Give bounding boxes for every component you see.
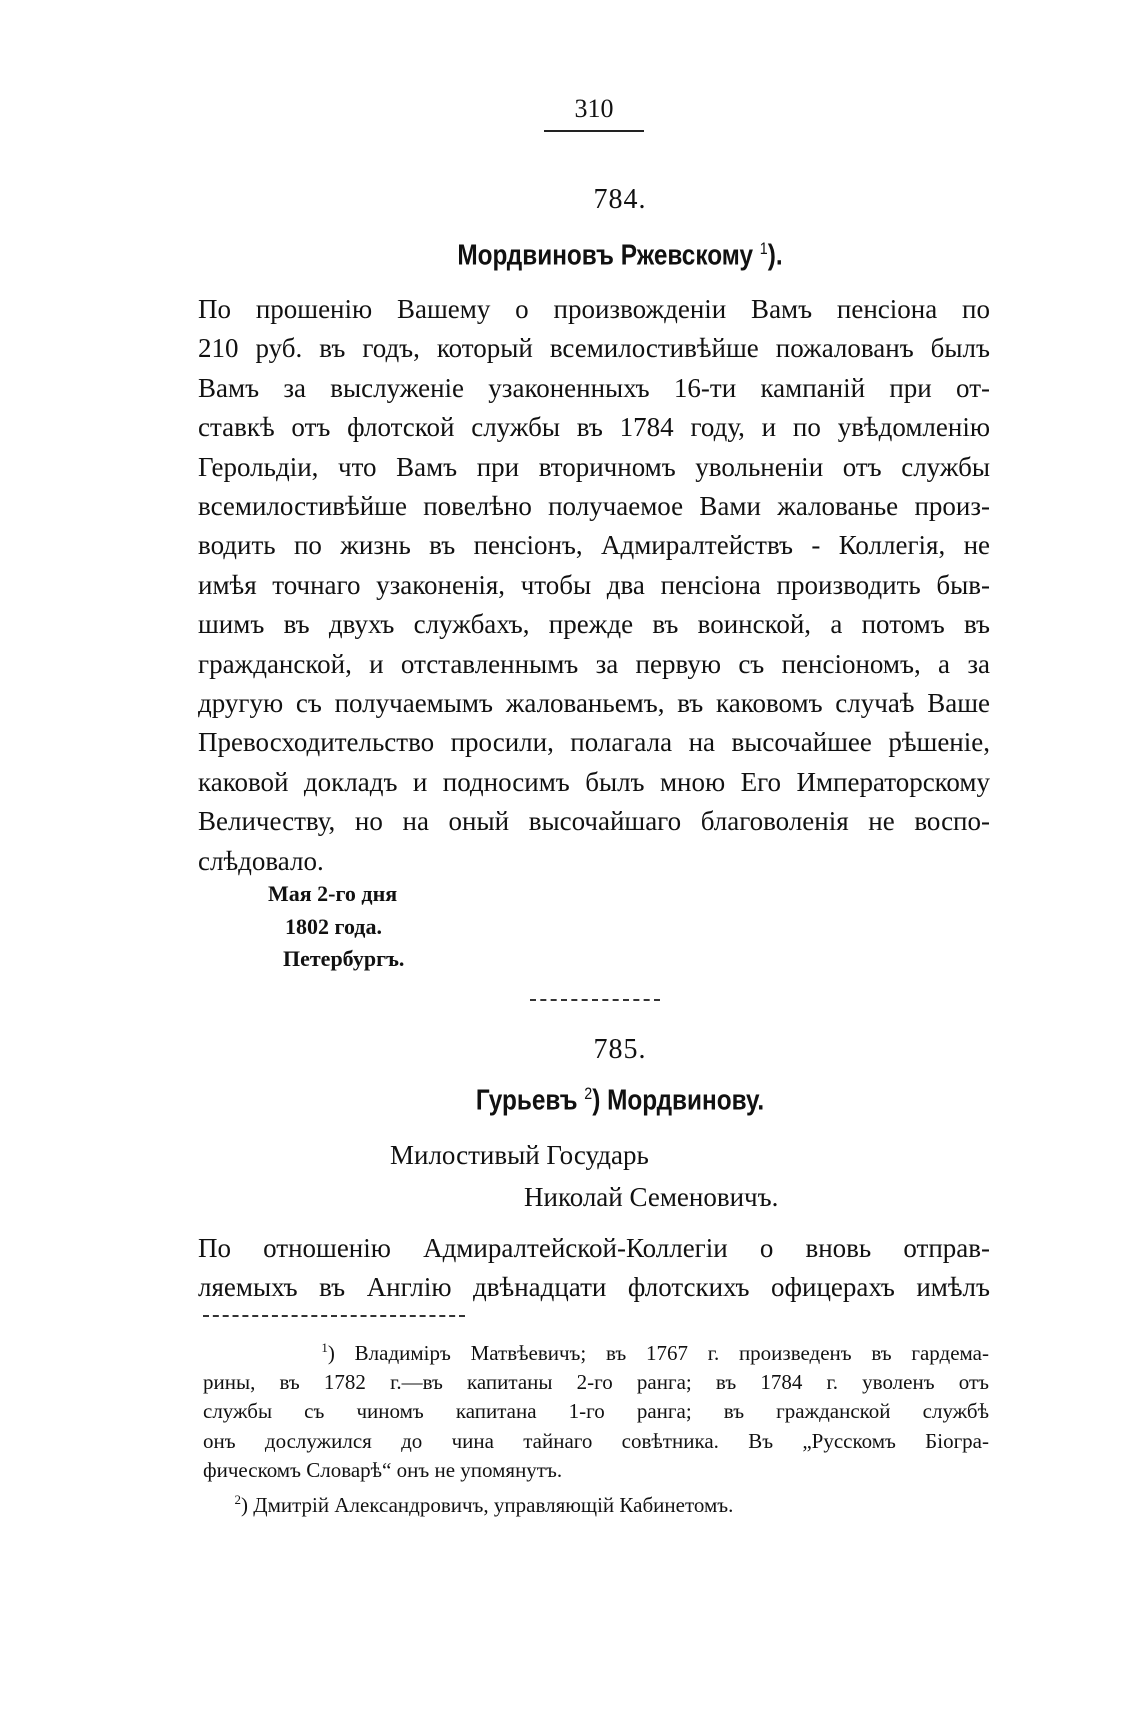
footnotes (203, 1333, 989, 1520)
footnote-separator (203, 1315, 465, 1317)
body-line: Вамъ за выслуженіе узаконенныхъ 16-ти кампаній при от- (198, 372, 990, 403)
footnote-2-marker: 2 (234, 1492, 241, 1508)
body-line: другую съ получаемымъ жалованьемъ, въ каковомъ случаѣ Ваше (198, 688, 990, 719)
footnote-1-line: рины, въ 1782 г.—въ капитаны 2-го ранга; въ 1784 г. уволенъ отъ (203, 1370, 989, 1395)
page-number-underline (544, 130, 644, 132)
letter-784-title-suffix: ). (767, 239, 783, 272)
footnote-1-line (203, 1333, 989, 1368)
body-line: водить по жизнь въ пенсіонъ, Адмиралтействъ - Коллегія, не (198, 530, 990, 561)
letter-785-number: 785. (593, 1034, 647, 1065)
footnote-1-line: службы съ чиномъ капитана 1-го ранга; въ гражданской службѣ (203, 1399, 989, 1424)
body-line: всемилостивѣйше повелѣно получаемое Вами жалованье произ- (198, 491, 990, 522)
letter-784-number: 784. (593, 184, 647, 215)
body-line: ляемыхъ въ Англію двѣнадцати флотскихъ офицерахъ имѣлъ (198, 1272, 990, 1303)
letter-785-title-addressee: ) Мордвинову. (592, 1084, 765, 1117)
letter-785-title-name: Гурьевъ (475, 1084, 578, 1117)
footnote-1-text: ) Владиміръ Матвѣевичъ; въ 1767 г. произведенъ въ гардема- (327, 1341, 989, 1365)
body-line: шимъ въ двухъ службахъ, прежде въ воинской, а потомъ въ (198, 609, 990, 640)
letter-784-title-text: Мордвиновъ Ржевскому (457, 239, 754, 272)
footnote-ref-2: 2 (584, 1084, 593, 1103)
page-number: 310 (574, 94, 614, 123)
body-line: слѣдовало. (198, 845, 324, 876)
letter-784-title (99, 239, 1140, 273)
salutation-line-1: Милостивый Государь (390, 1140, 649, 1170)
letter-784-body (198, 290, 990, 881)
body-line: каковой докладъ и подносимъ былъ мною Его Императорскому (198, 766, 990, 797)
body-line: Превосходительство просили, полагала на высочайшее рѣшеніе, (198, 727, 990, 758)
salutation-line-2: Николай Семеновичъ. (524, 1182, 779, 1212)
footnote-1-marker: 1 (321, 1340, 328, 1355)
letter-785-title (99, 1084, 1140, 1118)
section-separator (530, 999, 660, 1001)
body-line: Величеству, но на оный высочайшаго благоволенія не воспо- (198, 806, 990, 837)
body-line: По отношенію Адмиралтейской-Коллегіи о вновь отправ- (198, 1233, 990, 1263)
body-line: 210 руб. въ годъ, который всемилостивѣйше пожалованъ былъ (198, 333, 990, 364)
footnote-ref-1: 1 (759, 239, 768, 258)
dateline-place: Петербургъ. (283, 946, 405, 971)
dateline-date: Мая 2-го дня (268, 881, 398, 906)
footnote-1-line: онъ дослужился до чина тайнаго совѣтника. Въ „Русскомъ Біогра- (203, 1428, 989, 1453)
body-line: гражданской, и отставленнымъ за первую съ пенсіономъ, а за (198, 648, 990, 679)
letter-785-body (198, 1229, 990, 1308)
body-line: ставкѣ отъ флотской службы въ 1784 году, и по увѣдомленію (198, 412, 990, 443)
footnote-2-text: ) Дмитрій Александровичъ, управляющій Кабинетомъ. (241, 1493, 734, 1518)
body-line: По прошенію Вашему о произвожденіи Вамъ пенсіона по (198, 294, 990, 324)
footnote-1-line: фическомъ Словарѣ“ онъ не упомянутъ. (203, 1457, 563, 1482)
body-line: Герольдіи, что Вамъ при вторичномъ увольненіи отъ службы (198, 451, 990, 482)
dateline-year: 1802 года. (285, 914, 382, 939)
body-line: имѣя точнаго узаконенія, чтобы два пенсіона производить быв- (198, 569, 990, 600)
footnote-2-line (203, 1485, 989, 1520)
